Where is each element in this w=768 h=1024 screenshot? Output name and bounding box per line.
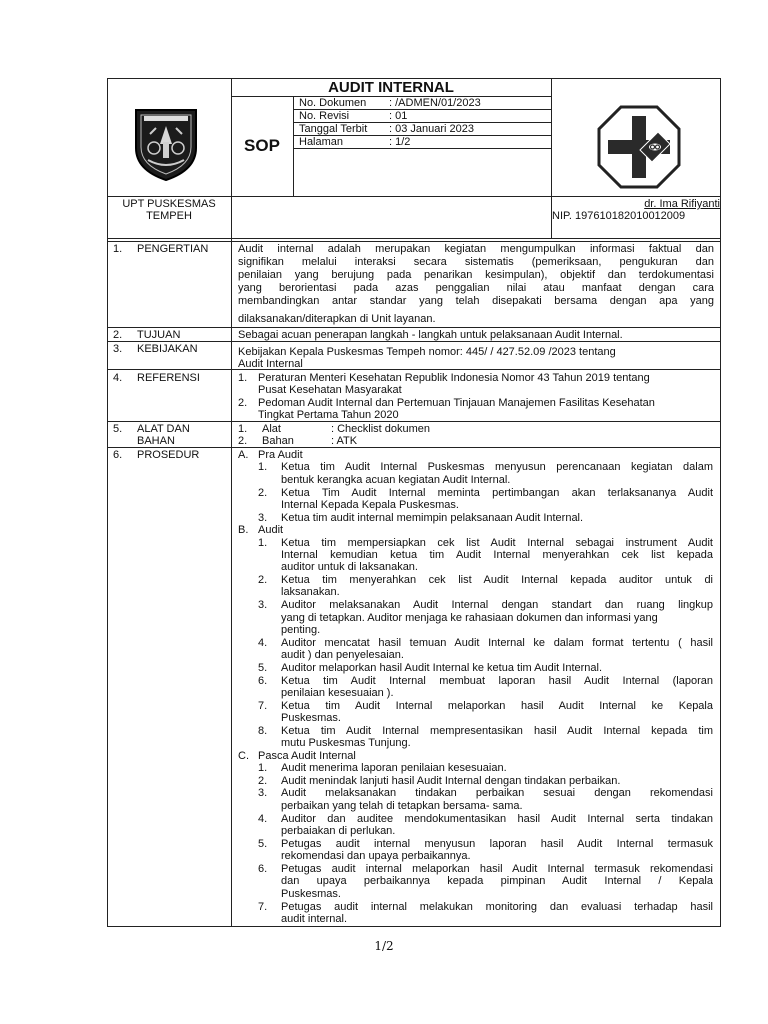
prosedur-a-1-line-1: Ketua tim Audit Internal Puskesmas menyusun perencanaan kegiatan dalam (281, 461, 713, 473)
prosedur-a-1-number: 1. (258, 461, 268, 473)
alat-item-2-number: 2. (238, 435, 248, 447)
prosedur-b-3-line-1: Auditor melaksanakan Audit Internal dengan standart dan ruang lingkup (281, 599, 713, 611)
tujuan-text: Sebagai acuan penerapan langkah - langkah untuk pelaksanaan Audit Internal. (238, 329, 623, 341)
meta-label-tanggal-terbit: Tanggal Terbit (299, 123, 368, 135)
prosedur-c-7-line-1: Petugas audit internal melakukan monitoring dan evaluasi terhadap hasil (281, 901, 713, 913)
section-5-label-line-1: ALAT DAN (137, 423, 190, 435)
meta-label-no-dokumen: No. Dokumen (299, 97, 367, 109)
pengertian-line-1: Audit internal adalah merupakan kegiatan mengumpulkan informasi faktual dan (238, 243, 714, 255)
section-2-label: TUJUAN (137, 329, 181, 341)
meta-label-no-revisi: No. Revisi (299, 110, 350, 122)
prosedur-b-4-line-1: Auditor mencatat hasil temuan Audit Internal ke dalam format tertentu ( hasil (281, 637, 713, 649)
prosedur-c-4-line-2: perbaiakan di perlukan. (281, 825, 396, 837)
prosedur-c-5-line-1: Petugas audit internal menyusun laporan hasil Audit Internal termasuk (281, 838, 713, 850)
prosedur-b-8-line-2: mutu Puskesmas Tunjung. (281, 737, 411, 749)
prosedur-b-6-line-1: Ketua tim Audit Internal membuat laporan hasil Audit Internal (laporan (281, 675, 713, 687)
pengertian-line-3: penilaian yang berujung pada penarikan kesimpulan), objektif dan terdokumentasi (238, 269, 714, 281)
kebijakan-line-1: Kebijakan Kepala Puskesmas Tempeh nomor: 445/ / 427.52.09 /2023 tentang (238, 346, 616, 358)
meta-value-no-revisi: : 01 (389, 110, 408, 122)
section-6-number: 6. (113, 449, 123, 461)
sop-label: SOP (244, 136, 280, 155)
prosedur-b-5-line-1: Auditor melaporkan hasil Audit Internal ke ketua tim Audit Internal. (281, 662, 603, 674)
prosedur-b-3-number: 3. (258, 599, 268, 611)
prosedur-c-6-number: 6. (258, 863, 268, 875)
prosedur-a-3-line-1: Ketua tim audit internal memimpin pelaksanaan Audit Internal. (281, 512, 584, 524)
prosedur-b-title: Audit (258, 524, 284, 536)
prosedur-b-1-line-2: Internal kemudian ketua tim Audit Internal menyerahkan cek list kepada (281, 549, 713, 561)
referensi-item-1-line-1: Peraturan Menteri Kesehatan Republik Indonesia Nomor 43 Tahun 2019 tentang (258, 372, 650, 384)
prosedur-b-1-line-1: Ketua tim mempersiapkan cek list Audit Internal sebagai instrument Audit (281, 537, 713, 549)
signer-nip: NIP. 197610182010012009 (552, 210, 686, 222)
prosedur-c-5-number: 5. (258, 838, 268, 850)
prosedur-c-2-number: 2. (258, 775, 268, 787)
prosedur-b-4-line-2: audit ) dan penyelesaian. (281, 649, 404, 661)
pengertian-line-2: signifikan melalui interaksi secara sistematis (pemeriksaan, pengukuran dan (238, 256, 714, 268)
pengertian-line-6: dilaksanakan/diterapkan di Unit layanan. (238, 313, 436, 325)
prosedur-c-6-line-3: Puskesmas. (281, 888, 341, 900)
section-4-number: 4. (113, 372, 123, 384)
referensi-item-2-number: 2. (238, 397, 248, 409)
prosedur-a-letter: A. (238, 449, 249, 461)
prosedur-a-1-line-2: bentuk kerangka acuan kegiatan Audit Internal. (281, 474, 511, 486)
prosedur-c-3-number: 3. (258, 787, 268, 799)
prosedur-c-1-line-1: Audit menerima laporan penilaian kesesuaian. (281, 762, 507, 774)
kebijakan-line-2: Audit Internal (238, 358, 303, 370)
prosedur-c-7-number: 7. (258, 901, 268, 913)
prosedur-c-7-line-2: audit internal. (281, 913, 348, 925)
prosedur-c-4-number: 4. (258, 813, 268, 825)
section-5-label-line-2: BAHAN (137, 435, 175, 447)
alat-item-1-name: Alat (262, 423, 281, 435)
signer-name: dr. Ima Rifiyanti (644, 198, 720, 210)
page-number: 1/2 (374, 939, 394, 953)
org-name-line1: UPT PUSKESMAS (122, 198, 216, 210)
prosedur-b-1-number: 1. (258, 537, 268, 549)
section-3-label: KEBIJAKAN (137, 343, 198, 355)
section-3-number: 3. (113, 343, 123, 355)
pengertian-line-4: yang berorientasi pada azas penggalian nilai atau manfaat dengan cara (238, 282, 714, 294)
referensi-item-1-number: 1. (238, 372, 248, 384)
alat-item-1-number: 1. (238, 423, 248, 435)
prosedur-c-5-line-2: rekomendasi dan upaya perbaikannya. (281, 850, 471, 862)
org-name-line2: TEMPEH (146, 210, 192, 222)
prosedur-c-3-line-1: Audit melaksanakan tindakan perbaikan sesuai dengan rekomendasi (281, 787, 713, 799)
prosedur-b-1-line-3: auditor untuk di laksanakan. (281, 561, 418, 573)
prosedur-b-3-line-3: penting. (281, 624, 321, 636)
prosedur-b-7-number: 7. (258, 700, 268, 712)
prosedur-c-2-line-1: Audit menindak lanjuti hasil Audit Internal dengan tindakan perbaikan. (281, 775, 621, 787)
prosedur-b-6-line-2: penilaian kesesuaian ). (281, 687, 394, 699)
prosedur-b-8-number: 8. (258, 725, 268, 737)
document-title: AUDIT INTERNAL (328, 79, 454, 96)
section-6-label: PROSEDUR (137, 449, 200, 461)
prosedur-c-1-number: 1. (258, 762, 268, 774)
alat-item-2-name: Bahan (262, 435, 294, 447)
section-5-number: 5. (113, 423, 123, 435)
prosedur-b-2-line-2: laksanakan. (281, 586, 340, 598)
prosedur-b-4-number: 4. (258, 637, 268, 649)
prosedur-a-3-number: 3. (258, 512, 268, 524)
prosedur-a-title: Pra Audit (258, 449, 303, 461)
section-1-number: 1. (113, 243, 123, 255)
prosedur-b-6-number: 6. (258, 675, 268, 687)
meta-value-halaman: : 1/2 (389, 136, 411, 148)
section-4-label: REFERENSI (137, 372, 200, 384)
section-2-number: 2. (113, 329, 123, 341)
meta-label-halaman: Halaman (299, 136, 344, 148)
prosedur-b-7-line-1: Ketua tim Audit Internal melaporkan hasil Audit Internal ke Kepala (281, 700, 713, 712)
puskesmas-logo (596, 104, 682, 190)
alat-item-2-value: : ATK (331, 435, 358, 447)
prosedur-c-6-line-2: dan upaya perbaikannya kepada pimpinan Audit Internal / Kepala (281, 875, 713, 887)
prosedur-b-5-number: 5. (258, 662, 268, 674)
prosedur-b-2-line-1: Ketua tim menyerahkan cek list Audit Internal kepada auditor untuk di (281, 574, 713, 586)
prosedur-a-2-number: 2. (258, 487, 268, 499)
prosedur-c-letter: C. (238, 750, 249, 762)
alat-item-1-value: : Checklist dokumen (331, 423, 431, 435)
prosedur-b-2-number: 2. (258, 574, 268, 586)
regency-emblem (130, 104, 202, 182)
section-1-label: PENGERTIAN (137, 243, 209, 255)
prosedur-b-8-line-1: Ketua tim Audit Internal mempresentasikan hasil Audit Internal kepada tim (281, 725, 713, 737)
prosedur-b-letter: B. (238, 524, 249, 536)
prosedur-c-title: Pasca Audit Internal (258, 750, 356, 762)
pengertian-line-5: membandingkan antar standar yang telah disepakati bersama dengan apa yang (238, 295, 714, 307)
referensi-item-2-line-2: Tingkat Pertama Tahun 2020 (258, 409, 399, 421)
referensi-item-1-line-2: Pusat Kesehatan Masyarakat (258, 384, 402, 396)
prosedur-a-2-line-2: Internal Kepada Kepala Puskesmas. (281, 499, 459, 511)
referensi-item-2-line-1: Pedoman Audit Internal dan Pertemuan Tinjauan Manajemen Fasilitas Kesehatan (258, 397, 655, 409)
prosedur-c-4-line-1: Auditor dan auditee mendokumentasikan hasil Audit Internal serta tindakan (281, 813, 713, 825)
meta-value-tanggal-terbit: : 03 Januari 2023 (389, 123, 475, 135)
prosedur-b-7-line-2: Puskesmas. (281, 712, 341, 724)
prosedur-a-2-line-1: Ketua Tim Audit Internal meminta pertimbangan akan terlaksananya Audit (281, 487, 713, 499)
prosedur-c-3-line-2: perbaikan yang telah di tetapkan bersama- sama. (281, 800, 523, 812)
meta-value-no-dokumen: : /ADMEN/01/2023 (389, 97, 481, 109)
prosedur-b-3-line-2: yang di tetapkan. Auditor menjaga ke rahasiaan dokumen dan informasi yang (281, 612, 658, 624)
prosedur-c-6-line-1: Petugas audit internal melaporkan hasil Audit Internal termasuk rekomendasi (281, 863, 713, 875)
